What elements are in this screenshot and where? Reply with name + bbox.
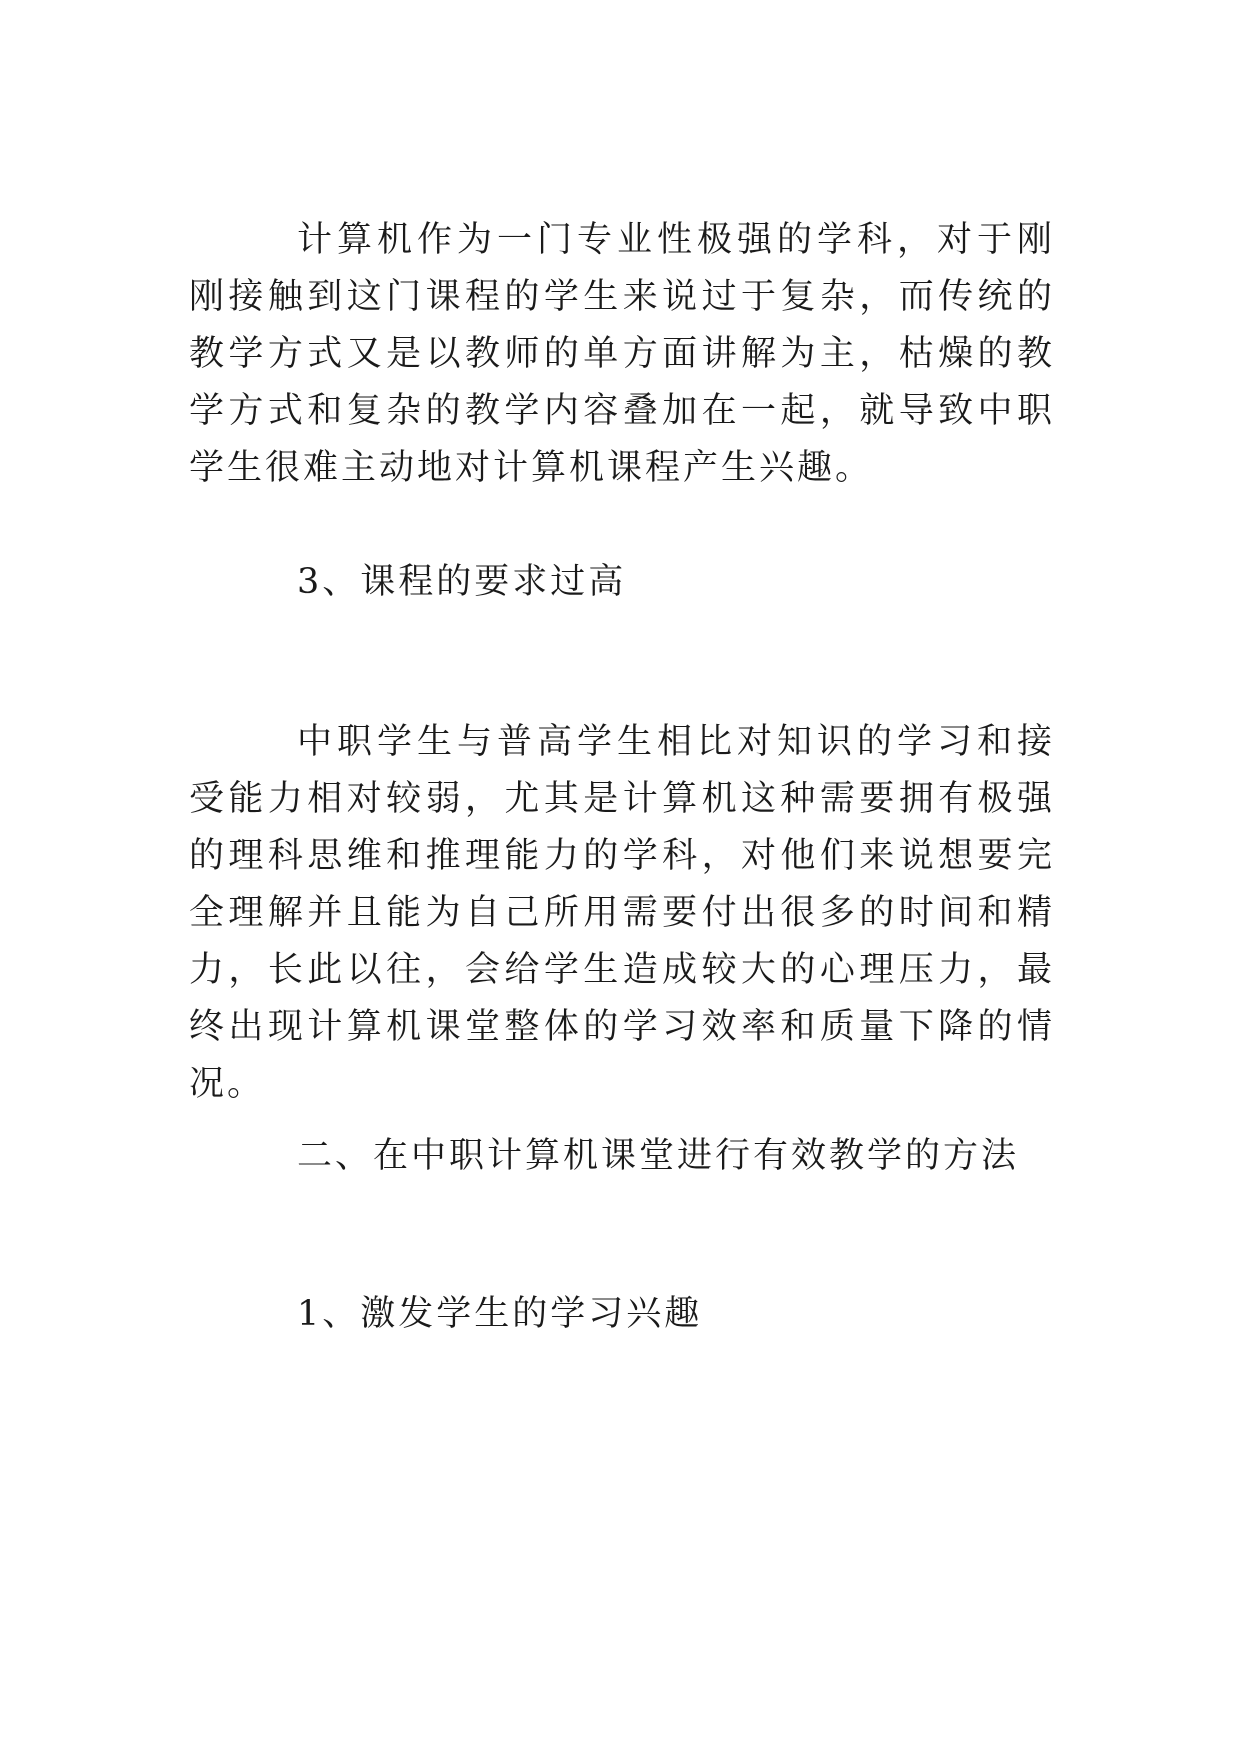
body-paragraph: 中职学生与普高学生相比对知识的学习和接受能力相对较弱，尤其是计算机这种需要拥有极强的理科思维和推理能力的学科，对他们来说想要完全理解并且能为自己所用需要付出很多的时间和精力，长此以往，会给学生造成较大的心理压力，最终出现计算机课堂整体的学习效率和质量下降的情况。: [189, 722, 1055, 1104]
chapter-heading: 二、在中职计算机课堂进行有效教学的方法: [297, 1136, 1020, 1176]
section-heading: 3、课程的要求过高: [297, 562, 627, 602]
body-paragraph: 计算机作为一门专业性极强的学科，对于刚刚接触到这门课程的学生来说过于复杂，而传统的教学方式又是以教师的单方面讲解为主，枯燥的教学方式和复杂的教学内容叠加在一起，就导致中职学生很难主动地对计算机课程产生兴趣。: [189, 220, 1055, 488]
section-heading: 1、激发学生的学习兴趣: [297, 1294, 703, 1334]
